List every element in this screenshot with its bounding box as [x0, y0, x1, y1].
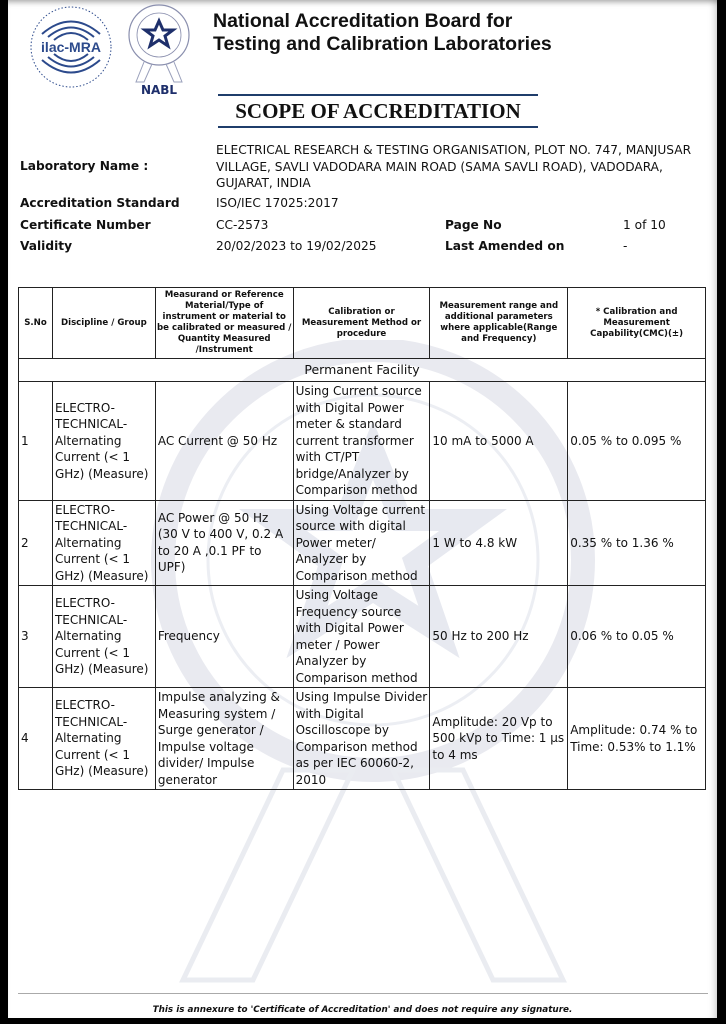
cell-method: Using Voltage current source with digital Power meter/ Analyzer by Comparison method — [293, 500, 430, 586]
standard-value: ISO/IEC 17025:2017 — [216, 196, 339, 210]
header-measurand: Measurand or Reference Material/Type of instrument or material to be calibrated or measured / Quantity Measured /Instrument — [155, 288, 293, 359]
cell-cmc: Amplitude: 0.74 % to Time: 0.53% to 1.1% — [568, 688, 706, 790]
validity-label: Validity — [20, 239, 73, 253]
certificate-value: CC-2573 — [216, 218, 269, 232]
standard-label: Accreditation Standard — [20, 196, 180, 210]
table-row — [19, 382, 706, 501]
section-row — [19, 359, 706, 382]
cell-discipline: ELECTRO-TECHNICAL-Alternating Current (< 1 GHz) (Measure) — [52, 688, 155, 790]
cell-sno: 1 — [19, 382, 53, 501]
cell-method: Using Voltage Frequency source with Digital Power meter / Power Analyzer by Comparison method — [293, 586, 430, 688]
page-no-label: Page No — [445, 218, 502, 232]
cell-sno: 3 — [19, 586, 53, 688]
organization-title-line2: Testing and Calibration Laboratories — [213, 33, 552, 55]
scope-title: SCOPE OF ACCREDITATION — [218, 94, 538, 128]
nabl-logo — [122, 2, 196, 98]
cell-measurand: Impulse analyzing & Measuring system / Surge generator / Impulse voltage divider/ Impulse generator — [155, 688, 293, 790]
footer-divider — [18, 993, 708, 994]
footer-note: This is annexure to 'Certificate of Accreditation' and does not require any signature. — [152, 1005, 573, 1015]
laboratory-name-label: Laboratory Name : — [20, 159, 149, 173]
certificate-label: Certificate Number — [20, 218, 151, 232]
section-label: Permanent Facility — [19, 359, 706, 382]
cell-sno: 4 — [19, 688, 53, 790]
validity-value: 20/02/2023 to 19/02/2025 — [216, 239, 377, 253]
cell-measurand: AC Current @ 50 Hz — [155, 382, 293, 501]
organization-title-line1: National Accreditation Board for — [213, 10, 513, 32]
last-amended-value: - — [623, 239, 628, 253]
svg-text:ilac-MRA: ilac-MRA — [41, 39, 101, 55]
scope-table — [18, 287, 706, 790]
header-cmc: * Calibration and Measurement Capability(CMC)(±) — [568, 288, 706, 359]
cell-cmc: 0.05 % to 0.095 % — [568, 382, 706, 501]
laboratory-name-value: ELECTRICAL RESEARCH & TESTING ORGANISATION, PLOT NO. 747, MANJUSAR VILLAGE, SAVLI VADODARA MAIN ROAD (SAMA SAVLI ROAD), VADODARA, GUJARAT, INDIA — [216, 143, 692, 190]
cell-measurand: AC Power @ 50 Hz (30 V to 400 V, 0.2 A to 20 A ,0.1 PF to UPF) — [155, 500, 293, 586]
cell-discipline: ELECTRO-TECHNICAL-Alternating Current (< 1 GHz) (Measure) — [52, 586, 155, 688]
cell-range: 10 mA to 5000 A — [430, 382, 568, 501]
last-amended-label: Last Amended on — [445, 239, 565, 253]
table-row — [19, 688, 706, 790]
cell-range: 50 Hz to 200 Hz — [430, 586, 568, 688]
cell-cmc: 0.35 % to 1.36 % — [568, 500, 706, 586]
table-row — [19, 586, 706, 688]
cell-discipline: ELECTRO-TECHNICAL-Alternating Current (< 1 GHz) (Measure) — [52, 500, 155, 586]
header-discipline: Discipline / Group — [52, 288, 155, 359]
cell-cmc: 0.06 % to 0.05 % — [568, 586, 706, 688]
cell-measurand: Frequency — [155, 586, 293, 688]
cell-method: Using Current source with Digital Power meter & standard current transformer with CT/PT bridge/Analyzer by Comparison method — [293, 382, 430, 501]
ilac-mra-logo — [28, 4, 114, 90]
table-header-row — [19, 288, 706, 359]
organization-title — [213, 10, 552, 56]
cell-discipline: ELECTRO-TECHNICAL-Alternating Current (< 1 GHz) (Measure) — [52, 382, 155, 501]
svg-text:NABL: NABL — [140, 83, 178, 97]
header-method: Calibration or Measurement Method or procedure — [293, 288, 430, 359]
header-range: Measurement range and additional parameters where applicable(Range and Frequency) — [430, 288, 568, 359]
cell-sno: 2 — [19, 500, 53, 586]
cell-method: Using Impulse Divider with Digital Oscilloscope by Comparison method as per IEC 60060-2, 2010 — [293, 688, 430, 790]
cell-range: Amplitude: 20 Vp to 500 kVp to Time: 1 µs to 4 ms — [430, 688, 568, 790]
cell-range: 1 W to 4.8 kW — [430, 500, 568, 586]
header-sno: S.No — [19, 288, 53, 359]
document-page — [8, 0, 717, 1018]
page-no-value: 1 of 10 — [623, 218, 666, 232]
table-row — [19, 500, 706, 586]
